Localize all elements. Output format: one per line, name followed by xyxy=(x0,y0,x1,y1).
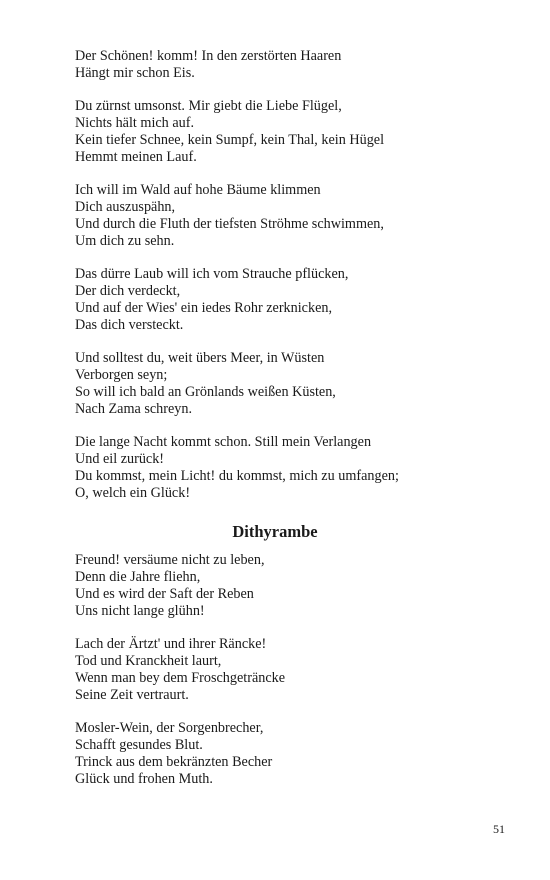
verse-line: Wenn man bey dem Froschgeträncke xyxy=(75,670,286,686)
verse-line: Mosler-Wein, der Sorgenbrecher, xyxy=(75,720,264,736)
stanza xyxy=(75,434,495,502)
verse-line: Trinck aus dem bekränzten Becher xyxy=(75,754,273,770)
verse-line: Das dich versteckt. xyxy=(75,317,184,333)
verse-line: Und auf der Wies' ein iedes Rohr zerknicken, xyxy=(75,300,333,316)
verse-line: So will ich bald an Grönlands weißen Küsten, xyxy=(75,384,336,400)
verse-line: Um dich zu sehn. xyxy=(75,233,175,249)
verse-line: Uns nicht lange glühn! xyxy=(75,603,205,619)
verse-line: Seine Zeit vertraurt. xyxy=(75,687,189,703)
verse-line: Das dürre Laub will ich vom Strauche pflücken, xyxy=(75,266,349,282)
verse-line: Du zürnst umsonst. Mir giebt die Liebe Flügel, xyxy=(75,98,342,114)
verse-line: Kein tiefer Schnee, kein Sumpf, kein Thal, kein Hügel xyxy=(75,132,385,148)
stanza xyxy=(75,98,495,166)
stanza xyxy=(75,182,495,250)
stanza xyxy=(75,636,495,704)
verse-line: Ich will im Wald auf hohe Bäume klimmen xyxy=(75,182,321,198)
stanza xyxy=(75,48,495,82)
verse-line: Schafft gesundes Blut. xyxy=(75,737,203,753)
verse-line: Nach Zama schreyn. xyxy=(75,401,192,417)
verse-line: Und durch die Fluth der tiefsten Ströhme schwimmen, xyxy=(75,216,384,232)
verse-line: Verborgen seyn; xyxy=(75,367,168,383)
verse-line: Nichts hält mich auf. xyxy=(75,115,194,131)
verse-line: Der dich verdeckt, xyxy=(75,283,181,299)
verse-line: Denn die Jahre fliehn, xyxy=(75,569,201,585)
verse-line: Und eil zurück! xyxy=(75,451,165,467)
poem-continued xyxy=(75,48,495,502)
verse-line: Und es wird der Saft der Reben xyxy=(75,586,254,602)
poem-dithyrambe xyxy=(75,552,495,788)
stanza xyxy=(75,266,495,334)
verse-line: Und solltest du, weit übers Meer, in Wüsten xyxy=(75,350,325,366)
verse-line: Freund! versäume nicht zu leben, xyxy=(75,552,265,568)
verse-line: Der Schönen! komm! In den zerstörten Haaren xyxy=(75,48,342,64)
verse-line: Lach der Ärtzt' und ihrer Räncke! xyxy=(75,636,267,652)
page-number: 51 xyxy=(493,822,505,836)
verse-line: Die lange Nacht kommt schon. Still mein Verlangen xyxy=(75,434,372,450)
poem-title: Dithyrambe xyxy=(232,522,318,541)
verse-line: Dich auszuspähn, xyxy=(75,199,176,215)
stanza xyxy=(75,552,495,620)
verse-line: Hängt mir schon Eis. xyxy=(75,65,195,81)
verse-line: O, welch ein Glück! xyxy=(75,485,191,501)
verse-line: Tod und Kranckheit laurt, xyxy=(75,653,222,669)
verse-line: Du kommst, mein Licht! du kommst, mich zu umfangen; xyxy=(75,468,399,484)
verse-line: Glück und frohen Muth. xyxy=(75,771,213,787)
stanza xyxy=(75,720,495,788)
stanza xyxy=(75,350,495,418)
page-body xyxy=(75,48,495,804)
verse-line: Hemmt meinen Lauf. xyxy=(75,149,197,165)
